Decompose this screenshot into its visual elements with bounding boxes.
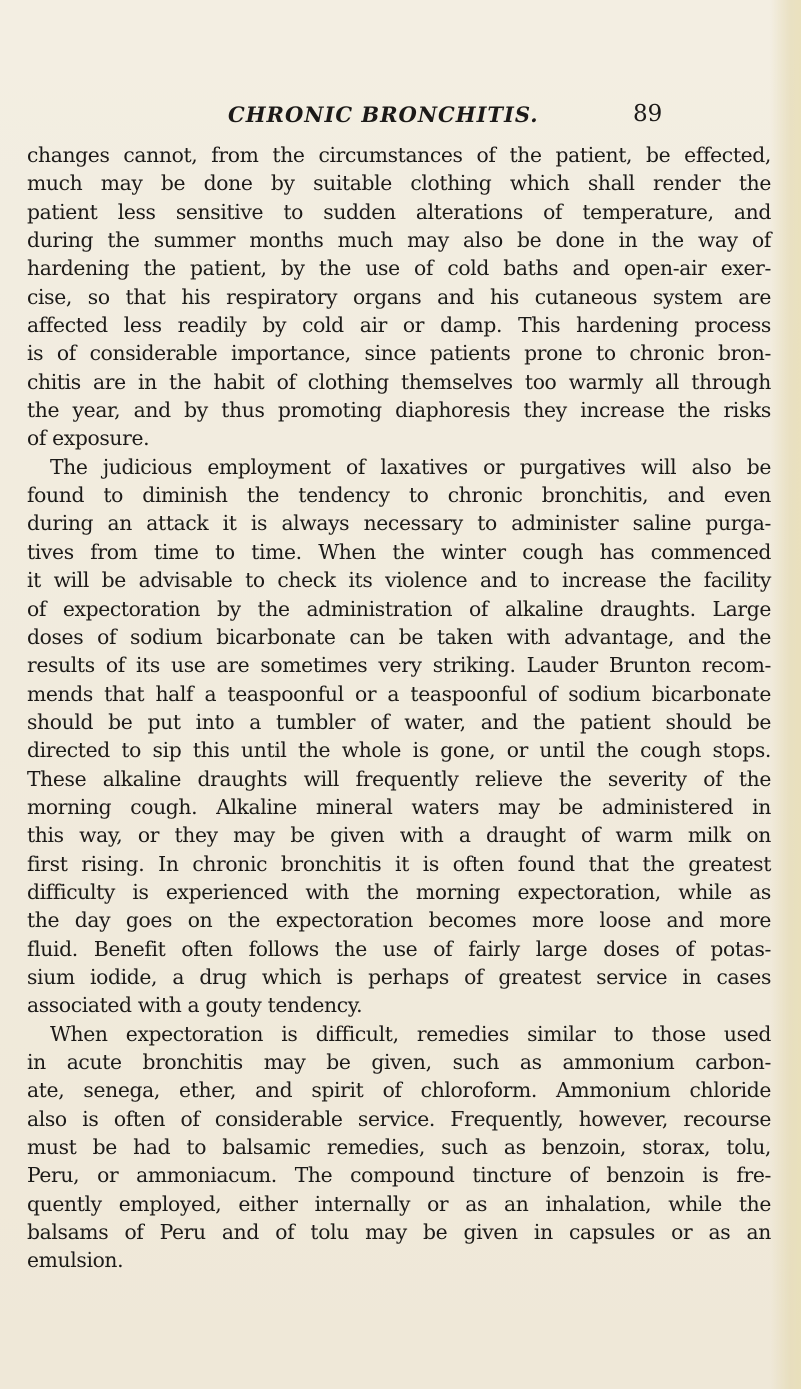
text-line: hardening the patient, by the use of cold baths and open-air exer- (27, 256, 771, 281)
text-line: tives from time to time. When the winter cough has commenced (27, 539, 771, 564)
text-line: it will be advisable to check its violence and to increase the facility (27, 568, 771, 593)
text-line: cise, so that his respiratory organs and his cutaneous system are (27, 284, 771, 309)
text-line: in acute bronchitis may be given, such as ammonium carbon- (27, 1050, 771, 1074)
text-line: the day goes on the expectoration becomes more loose and more (27, 908, 771, 933)
text-line: sium iodide, a drug which is perhaps of greatest service in cases (27, 964, 771, 989)
text-line: first rising. In chronic bronchitis it is often found that the greatest (27, 851, 771, 876)
text-line: should be put into a tumbler of water, and the patient should be (27, 709, 771, 734)
page-number: 89 (633, 101, 663, 127)
text-line: is of considerable importance, since patients prone to chronic bron- (27, 341, 771, 366)
text-line: fluid. Benefit often follows the use of fairly large doses of potas- (27, 936, 771, 961)
text-line: The judicious employment of laxatives or purgatives will also be (50, 454, 771, 479)
text-line: chitis are in the habit of clothing themselves too warmly all through (27, 369, 771, 394)
running-head (0, 102, 801, 136)
text-line: directed to sip this until the whole is gone, or until the cough stops. (27, 738, 771, 763)
text-line: When expectoration is difficult, remedies similar to those used (50, 1021, 771, 1046)
text-line: results of its use are sometimes very striking. Lauder Brunton recom- (27, 653, 771, 678)
text-line: this way, or they may be given with a draught of warm milk on (27, 823, 771, 848)
text-line: difficulty is experienced with the morning expectoration, while as (27, 879, 771, 904)
text-line: emulsion. (27, 1248, 124, 1273)
text-line: during the summer months much may also be done in the way of (27, 228, 771, 253)
body-text (27, 141, 771, 1275)
text-line: much may be done by suitable clothing which shall render the (27, 171, 771, 196)
running-title: CHRONIC BRONCHITIS. (228, 102, 539, 127)
text-line: must be had to balsamic remedies, such as benzoin, storax, tolu, (27, 1135, 771, 1160)
paragraph-3 (27, 1020, 771, 1275)
text-line: quently employed, either internally or as an inhalation, while the (27, 1191, 771, 1216)
text-line: of expectoration by the administration of alkaline draughts. Large (27, 596, 771, 621)
text-line: ate, senega, ether, and spirit of chloroform. Ammonium chloride (27, 1078, 771, 1103)
text-line: morning cough. Alkaline mineral waters may be administered in (27, 794, 771, 819)
paragraph-1 (27, 141, 771, 453)
text-line: changes cannot, from the circumstances of the patient, be effected, (27, 143, 771, 167)
text-line: patient less sensitive to sudden alterations of temperature, and (27, 199, 771, 224)
text-line: also is often of considerable service. Frequently, however, recourse (27, 1106, 771, 1131)
text-line: associated with a gouty tendency. (27, 993, 363, 1018)
paragraph-2 (27, 453, 771, 1020)
text-line: the year, and by thus promoting diaphoresis they increase the risks (27, 398, 771, 423)
text-line: found to diminish the tendency to chronic bronchitis, and even (27, 483, 771, 508)
text-line: during an attack it is always necessary to administer saline purga- (27, 511, 771, 536)
text-line: of exposure. (27, 426, 150, 451)
text-line: doses of sodium bicarbonate can be taken with advantage, and the (27, 624, 771, 649)
text-line: balsams of Peru and of tolu may be given in capsules or as an (27, 1220, 771, 1245)
text-line: mends that half a teaspoonful or a teaspoonful of sodium bicarbonate (27, 681, 771, 706)
text-line: These alkaline draughts will frequently relieve the severity of the (27, 766, 771, 791)
text-line: Peru, or ammoniacum. The compound tincture of benzoin is fre- (27, 1163, 771, 1188)
text-line: affected less readily by cold air or damp. This hardening process (27, 313, 771, 338)
